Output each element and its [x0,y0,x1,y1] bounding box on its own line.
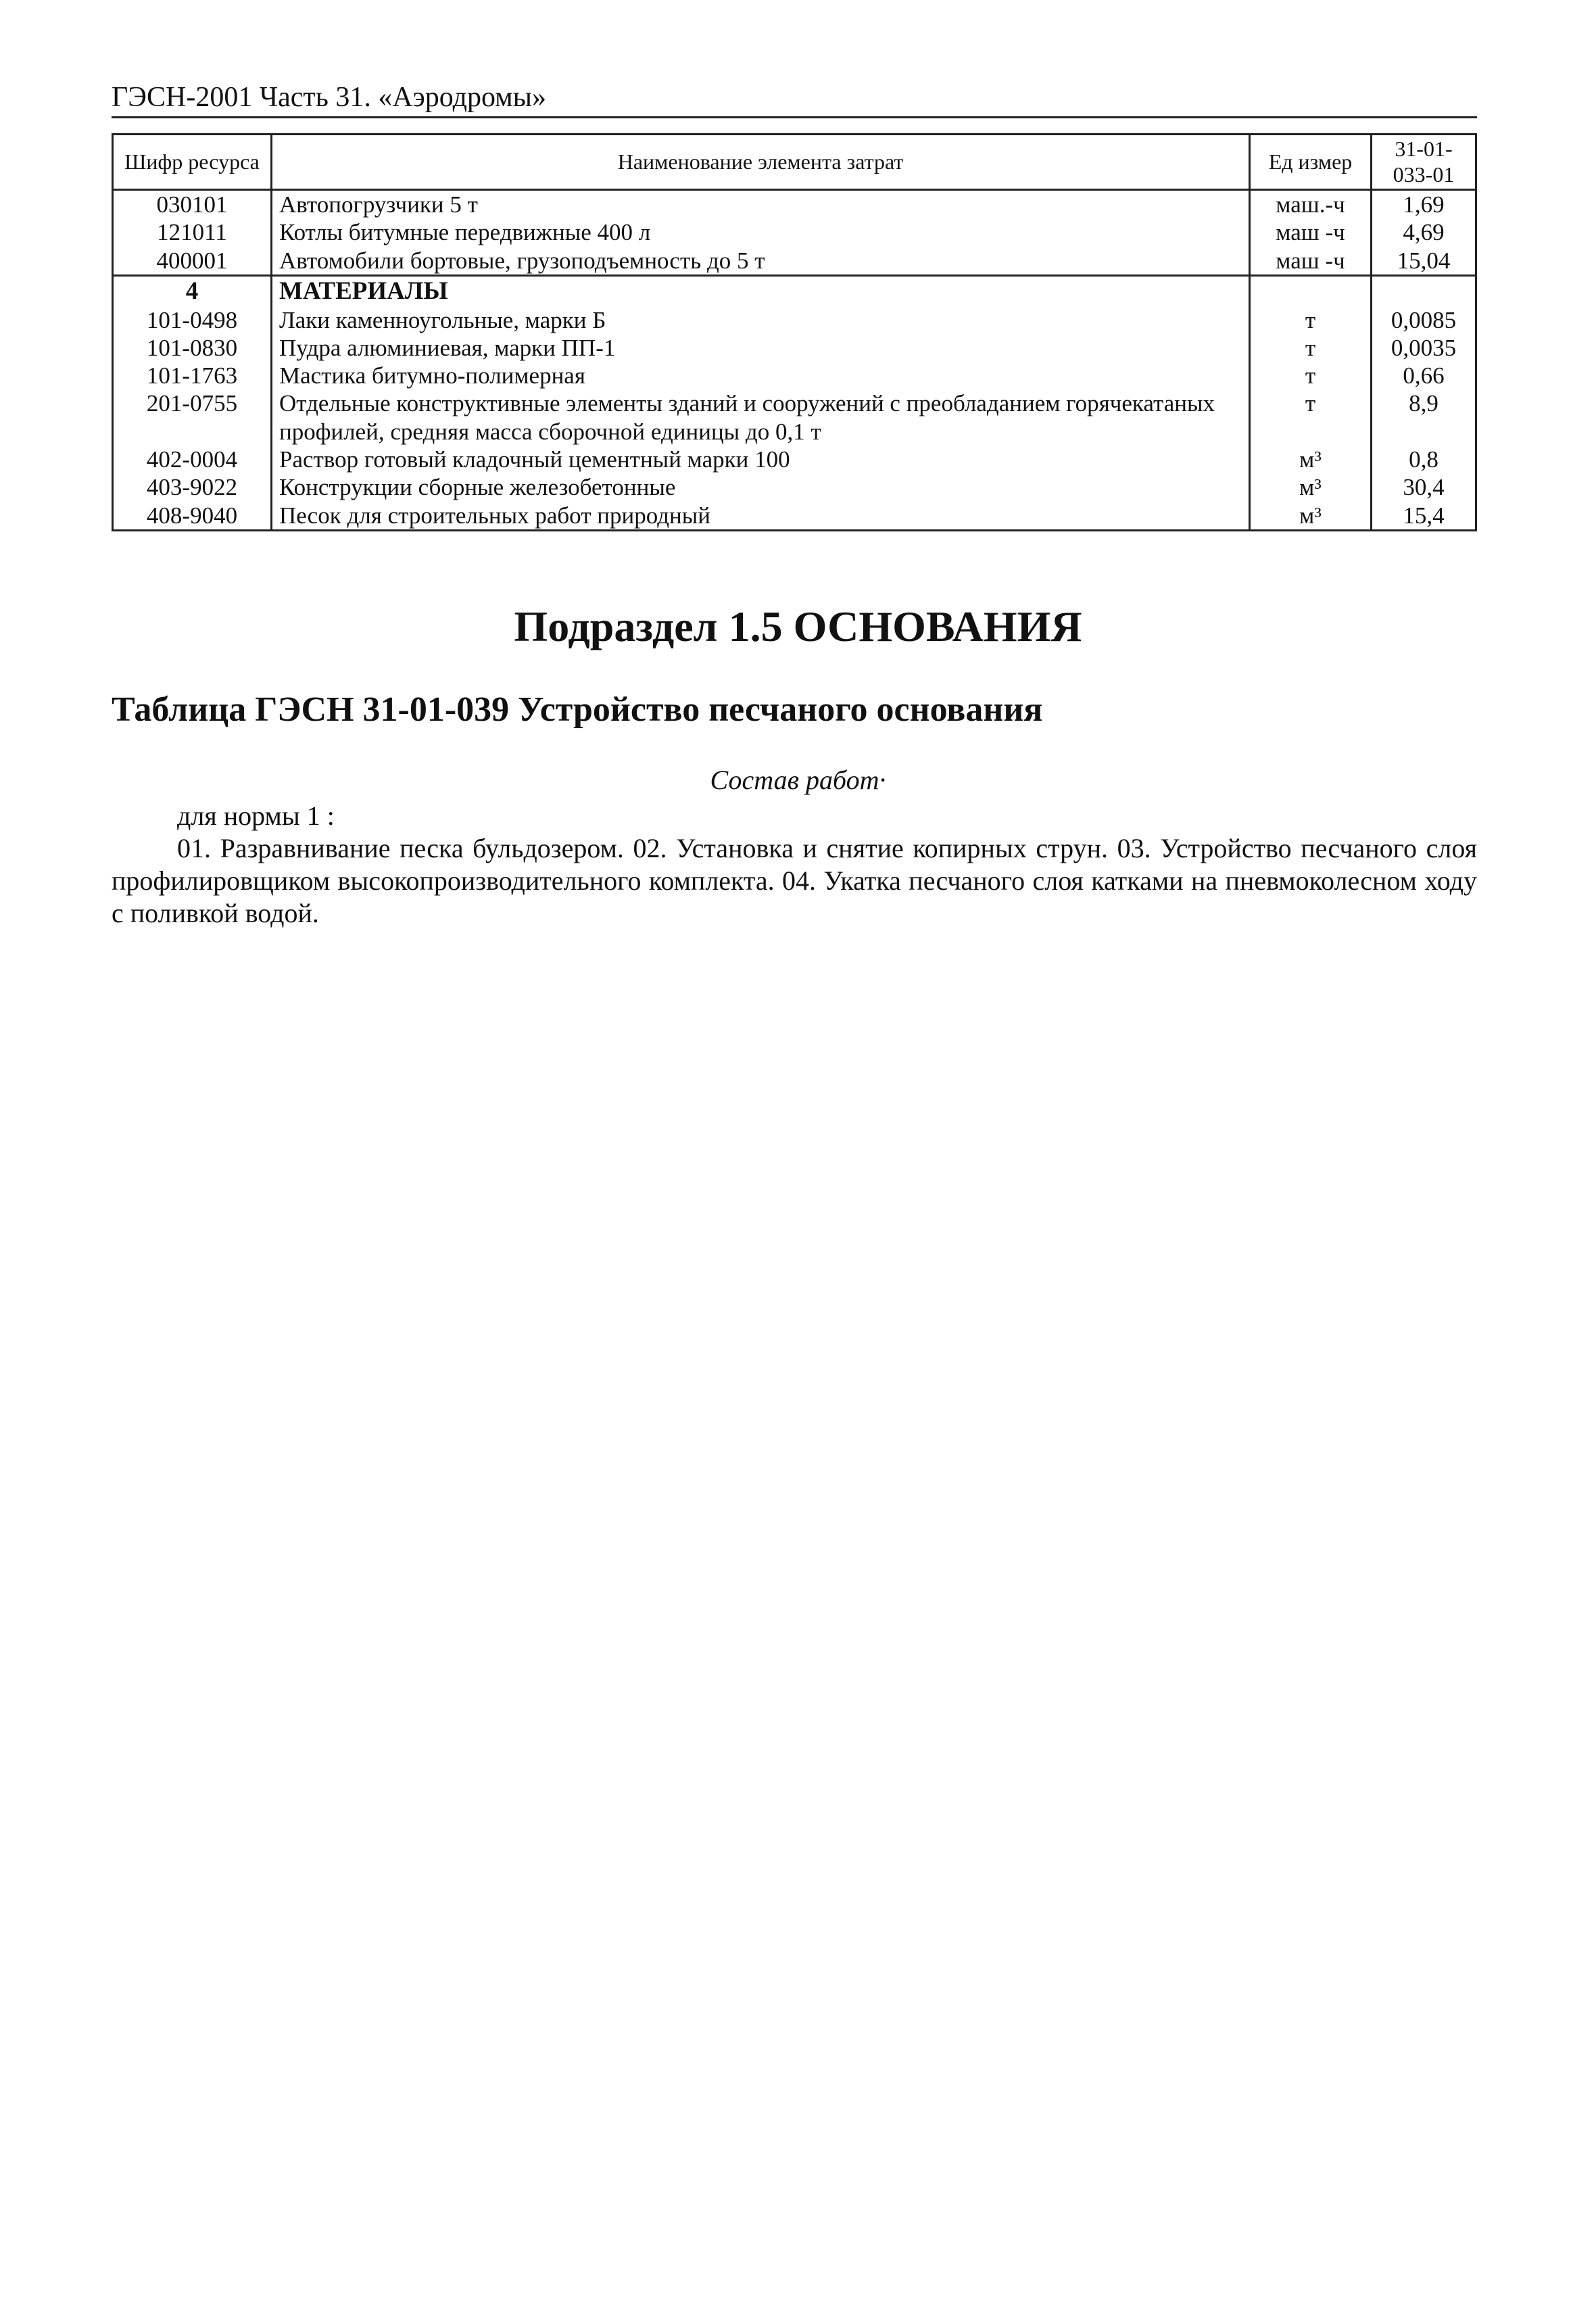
table-row: 201-0755 Отдельные конструктивные элементы зданий и сооружений с преобладанием горячекатаных профилей, средняя масса сборочной единицы до 0,1 т т 8,9 [113,389,1476,446]
resource-table-033 [112,133,1477,531]
table-row: 101-0830 Пудра алюминиевая, марки ПП-1 т 0,0035 [113,334,1476,362]
header-rule [112,116,1477,118]
norm-1-text: 01. Разравнивание песка бульдозером. 02. Установка и снятие копирных струн. 03. Устройство песчаного слоя профилировщиком высокопроизводительного комплекта. 04. Укатка песчаного слоя катками на пневмоколесном ходу с поливкой водой. [112,833,1477,928]
table-row: 101-1763 Мастика битумно-полимерная т 0,66 [113,362,1476,389]
table-row: 408-9040 Песок для строительных работ природный м³ 15,4 [113,502,1476,531]
table-row: 030101 Автопогрузчики 5 т маш.-ч 1,69 [113,190,1476,219]
work-composition-heading: Состав работ· [710,765,886,795]
page-header: ГЭСН-2001 Часть 31. «Аэродромы» [112,82,546,113]
table-row: 403-9022 Конструкции сборные железобетонные м³ 30,4 [113,473,1476,501]
table-row: 101-0498 Лаки каменноугольные, марки Б т 0,0085 [113,306,1476,334]
col-header-name: Наименование элемента затрат [272,135,1250,190]
table-row: 400001 Автомобили бортовые, грузоподъемность до 5 т маш -ч 15,04 [113,247,1476,276]
col-header-norm: 31-01-033-01 [1372,135,1476,190]
norm-1-label: для нормы 1 : [177,801,335,831]
table-039-title: Таблица ГЭСН 31-01-039 Устройство песчаного основания [112,690,1043,729]
table-row: 402-0004 Раствор готовый кладочный цементный марки 100 м³ 0,8 [113,446,1476,473]
table-section-row: 4 МАТЕРИАЛЫ [113,275,1476,306]
table-row: 121011 Котлы битумные передвижные 400 л маш -ч 4,69 [113,218,1476,246]
col-header-code: Шифр ресурса [113,135,272,190]
subsection-heading: Подраздел 1.5 ОСНОВАНИЯ [514,602,1082,650]
col-header-unit: Ед измер [1250,135,1372,190]
